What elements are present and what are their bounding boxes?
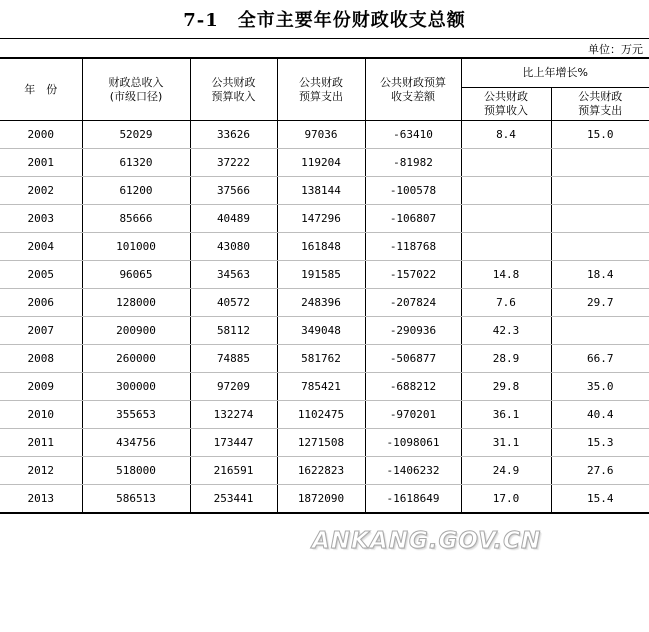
- cell-expenditure: 349048: [277, 317, 365, 345]
- cell-expenditure: 248396: [277, 289, 365, 317]
- cell-g-rev: 42.3: [461, 317, 551, 345]
- cell-g-exp: 35.0: [551, 373, 649, 401]
- page-title: 7-1 全市主要年份财政收支总额: [183, 10, 466, 31]
- header-public-revenue: [190, 58, 277, 121]
- cell-total: 101000: [82, 233, 190, 261]
- cell-g-exp: 66.7: [551, 345, 649, 373]
- cell-g-rev: [461, 233, 551, 261]
- cell-year: 2008: [0, 345, 82, 373]
- cell-g-rev: 29.8: [461, 373, 551, 401]
- table-row: [0, 429, 649, 457]
- finance-table: [0, 57, 649, 514]
- cell-g-rev: [461, 205, 551, 233]
- cell-g-rev: [461, 149, 551, 177]
- cell-revenue: 58112: [190, 317, 277, 345]
- cell-g-exp: 29.7: [551, 289, 649, 317]
- table-row: [0, 121, 649, 149]
- cell-revenue: 253441: [190, 485, 277, 514]
- cell-total: 434756: [82, 429, 190, 457]
- cell-balance: -207824: [365, 289, 461, 317]
- cell-year: 2002: [0, 177, 82, 205]
- cell-g-exp: 15.4: [551, 485, 649, 514]
- cell-year: 2004: [0, 233, 82, 261]
- cell-expenditure: 581762: [277, 345, 365, 373]
- header-growth-revenue-line2: 预算收入: [484, 104, 528, 117]
- cell-g-rev: [461, 177, 551, 205]
- header-balance-line1: 公共财政预算: [380, 75, 446, 89]
- table-row: [0, 457, 649, 485]
- cell-total: 52029: [82, 121, 190, 149]
- cell-total: 200900: [82, 317, 190, 345]
- cell-balance: -506877: [365, 345, 461, 373]
- cell-revenue: 74885: [190, 345, 277, 373]
- cell-g-exp: [551, 149, 649, 177]
- cell-balance: -118768: [365, 233, 461, 261]
- cell-g-exp: 15.3: [551, 429, 649, 457]
- cell-g-exp: [551, 317, 649, 345]
- header-growth-expenditure-line1: 公共财政: [578, 90, 623, 103]
- cell-year: 2011: [0, 429, 82, 457]
- cell-balance: -157022: [365, 261, 461, 289]
- cell-balance: -63410: [365, 121, 461, 149]
- cell-year: 2013: [0, 485, 82, 514]
- cell-expenditure: 161848: [277, 233, 365, 261]
- cell-revenue: 97209: [190, 373, 277, 401]
- table-row: [0, 261, 649, 289]
- table-row: [0, 485, 649, 514]
- table-row: [0, 345, 649, 373]
- cell-balance: -970201: [365, 401, 461, 429]
- cell-expenditure: 1872090: [277, 485, 365, 514]
- table-row: [0, 177, 649, 205]
- cell-revenue: 216591: [190, 457, 277, 485]
- cell-expenditure: 97036: [277, 121, 365, 149]
- cell-expenditure: 1271508: [277, 429, 365, 457]
- cell-g-rev: 14.8: [461, 261, 551, 289]
- cell-g-exp: [551, 205, 649, 233]
- header-public-expenditure: [277, 58, 365, 121]
- cell-g-exp: [551, 177, 649, 205]
- header-total-revenue-line1: 财政总收入: [108, 75, 164, 89]
- cell-expenditure: 119204: [277, 149, 365, 177]
- header-growth-expenditure-line2: 预算支出: [578, 104, 623, 117]
- cell-g-exp: 15.0: [551, 121, 649, 149]
- cell-year: 2012: [0, 457, 82, 485]
- cell-total: 128000: [82, 289, 190, 317]
- cell-balance: -106807: [365, 205, 461, 233]
- cell-year: 2007: [0, 317, 82, 345]
- cell-total: 355653: [82, 401, 190, 429]
- cell-revenue: 37222: [190, 149, 277, 177]
- header-total-revenue-line2: (市级口径): [109, 89, 163, 103]
- cell-balance: -81982: [365, 149, 461, 177]
- cell-revenue: 173447: [190, 429, 277, 457]
- cell-total: 300000: [82, 373, 190, 401]
- header-year: 年 份: [0, 58, 82, 121]
- cell-g-rev: 24.9: [461, 457, 551, 485]
- table-header: [0, 58, 649, 121]
- cell-revenue: 40489: [190, 205, 277, 233]
- cell-revenue: 40572: [190, 289, 277, 317]
- cell-balance: -1406232: [365, 457, 461, 485]
- table-row: [0, 205, 649, 233]
- cell-expenditure: 147296: [277, 205, 365, 233]
- cell-total: 61200: [82, 177, 190, 205]
- cell-g-rev: 7.6: [461, 289, 551, 317]
- header-public-expenditure-line2: 预算支出: [299, 89, 343, 103]
- header-public-expenditure-line1: 公共财政: [299, 75, 343, 89]
- cell-revenue: 43080: [190, 233, 277, 261]
- cell-g-rev: 36.1: [461, 401, 551, 429]
- cell-g-rev: 17.0: [461, 485, 551, 514]
- header-public-revenue-line2: 预算收入: [211, 89, 256, 103]
- title-divider: [0, 38, 649, 39]
- table-row: [0, 401, 649, 429]
- cell-revenue: 132274: [190, 401, 277, 429]
- cell-total: 518000: [82, 457, 190, 485]
- header-growth-expenditure: [551, 88, 649, 121]
- header-balance-line2: 收支差额: [391, 89, 435, 103]
- cell-balance: -688212: [365, 373, 461, 401]
- cell-total: 586513: [82, 485, 190, 514]
- cell-g-rev: 28.9: [461, 345, 551, 373]
- cell-expenditure: 1102475: [277, 401, 365, 429]
- header-public-revenue-line1: 公共财政: [211, 75, 256, 89]
- cell-year: 2009: [0, 373, 82, 401]
- cell-revenue: 37566: [190, 177, 277, 205]
- header-growth-revenue-line1: 公共财政: [484, 90, 528, 103]
- cell-year: 2001: [0, 149, 82, 177]
- unit-label: 单位：万元: [588, 43, 643, 56]
- cell-expenditure: 1622823: [277, 457, 365, 485]
- cell-year: 2000: [0, 121, 82, 149]
- cell-year: 2005: [0, 261, 82, 289]
- cell-g-rev: 31.1: [461, 429, 551, 457]
- cell-g-exp: [551, 233, 649, 261]
- cell-expenditure: 138144: [277, 177, 365, 205]
- cell-revenue: 34563: [190, 261, 277, 289]
- header-growth-revenue: [461, 88, 551, 121]
- cell-balance: -100578: [365, 177, 461, 205]
- cell-expenditure: 191585: [277, 261, 365, 289]
- cell-g-exp: 40.4: [551, 401, 649, 429]
- site-watermark: ANKANG.GOV.CN: [312, 528, 542, 554]
- table-body: [0, 121, 649, 514]
- table-row: [0, 317, 649, 345]
- cell-balance: -1618649: [365, 485, 461, 514]
- header-growth-group: 比上年增长%: [461, 58, 649, 88]
- cell-year: 2010: [0, 401, 82, 429]
- cell-expenditure: 785421: [277, 373, 365, 401]
- header-total-revenue: [82, 58, 190, 121]
- cell-total: 96065: [82, 261, 190, 289]
- table-row: [0, 373, 649, 401]
- cell-year: 2003: [0, 205, 82, 233]
- cell-balance: -1098061: [365, 429, 461, 457]
- cell-g-exp: 27.6: [551, 457, 649, 485]
- cell-g-exp: 18.4: [551, 261, 649, 289]
- table-row: [0, 149, 649, 177]
- cell-total: 61320: [82, 149, 190, 177]
- header-balance: [365, 58, 461, 121]
- table-row: [0, 289, 649, 317]
- cell-total: 85666: [82, 205, 190, 233]
- cell-total: 260000: [82, 345, 190, 373]
- cell-balance: -290936: [365, 317, 461, 345]
- cell-g-rev: 8.4: [461, 121, 551, 149]
- cell-year: 2006: [0, 289, 82, 317]
- table-row: [0, 233, 649, 261]
- cell-revenue: 33626: [190, 121, 277, 149]
